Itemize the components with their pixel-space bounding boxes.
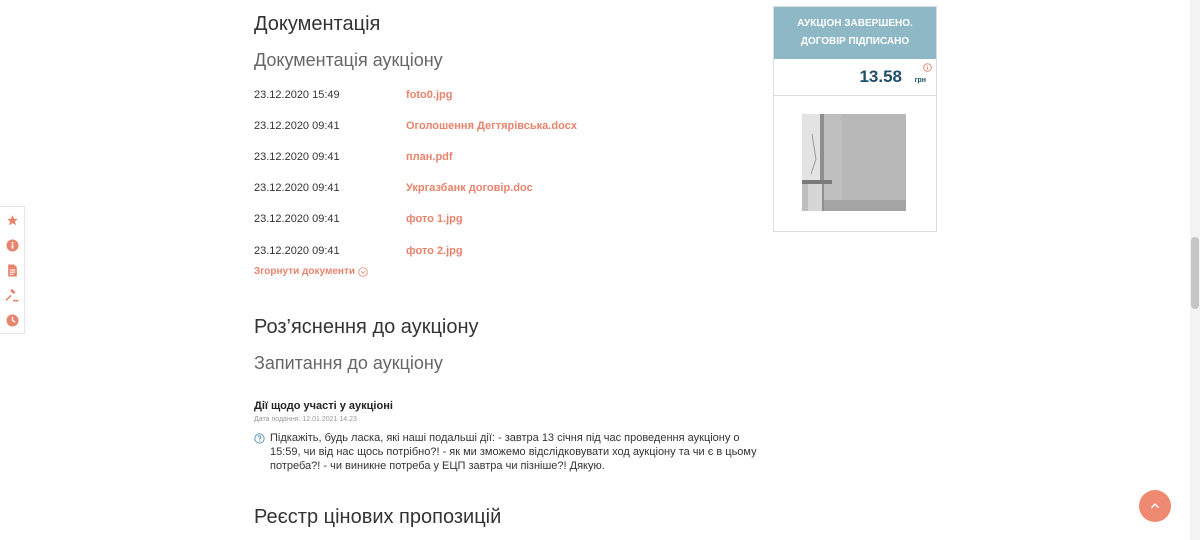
document-date: 23.12.2020 15:49 (254, 89, 340, 101)
question-icon (254, 433, 265, 444)
document-row (254, 151, 654, 167)
auction-status-line2: ДОГОВІР ПІДПИСАНО (800, 36, 910, 47)
document-row (254, 89, 654, 105)
document-link[interactable]: Оголошення Дегтярівська.docx (406, 120, 578, 132)
clarifications-heading: Роз’яснення до аукціону (254, 316, 479, 338)
vertical-scrollbar[interactable] (1190, 0, 1200, 540)
document-row (254, 120, 654, 136)
lot-photo[interactable] (802, 114, 906, 211)
questions-subheading: Запитання до аукціону (254, 353, 443, 373)
price-block (774, 59, 936, 96)
document-date: 23.12.2020 09:41 (254, 182, 340, 194)
gavel-icon[interactable] (6, 289, 19, 302)
side-toolbar (0, 206, 25, 334)
document-date: 23.12.2020 09:41 (254, 245, 340, 257)
document-row (254, 182, 654, 198)
auction-status-line1: АУКЦІОН ЗАВЕРШЕНО. (797, 18, 913, 29)
document-date: 23.12.2020 09:41 (254, 151, 340, 163)
auction-documentation-subheading: Документація аукціону (254, 50, 443, 70)
document-date: 23.12.2020 09:41 (254, 213, 340, 225)
lot-photo-image (802, 114, 906, 211)
question-title: Дії щодо участі у аукціоні (254, 400, 393, 412)
question-date: Дата подання: 12.01.2021 14:23 (254, 416, 357, 423)
documentation-heading: Документація (254, 13, 381, 35)
document-link[interactable]: Укргазбанк договір.doc (406, 182, 533, 194)
document-row (254, 245, 654, 261)
chevron-up-icon (1149, 500, 1161, 512)
document-link[interactable]: фото 1.jpg (406, 213, 463, 225)
question-text: Підкажіть, будь ласка, які наші подальші дії: - завтра 13 січня під час проведення аукціону о 15:59, чи від нас щось потрібно?! - як ми зможемо відслідковувати ход аукціону та чи є в цьому потреба?! - чи виникне потреба у ЕЦП завтра чи пізніше?! Дякую. (270, 432, 757, 472)
document-link[interactable]: фото 2.jpg (406, 245, 463, 257)
price-currency: грн (914, 77, 926, 84)
price-registry-heading: Реєстр цінових пропозицій (254, 506, 502, 528)
collapse-documents-link[interactable] (254, 266, 368, 277)
document-link[interactable]: план.pdf (406, 151, 453, 163)
back-to-top-button[interactable] (1139, 490, 1171, 522)
price-value: 13.58 (859, 67, 902, 86)
document-link[interactable]: foto0.jpg (406, 89, 453, 101)
document-icon[interactable] (6, 264, 19, 277)
scrollbar-thumb[interactable] (1191, 237, 1199, 309)
chevron-circle-icon (358, 267, 368, 277)
star-icon[interactable] (6, 214, 19, 227)
info-icon[interactable] (6, 239, 19, 252)
collapse-documents-label: Згорнути документи (254, 266, 355, 277)
document-date: 23.12.2020 09:41 (254, 120, 340, 132)
clock-icon[interactable] (6, 314, 19, 327)
auction-status-card (773, 6, 937, 232)
price-info-icon[interactable] (923, 63, 932, 72)
document-row (254, 213, 654, 229)
auction-status-banner (774, 7, 936, 59)
